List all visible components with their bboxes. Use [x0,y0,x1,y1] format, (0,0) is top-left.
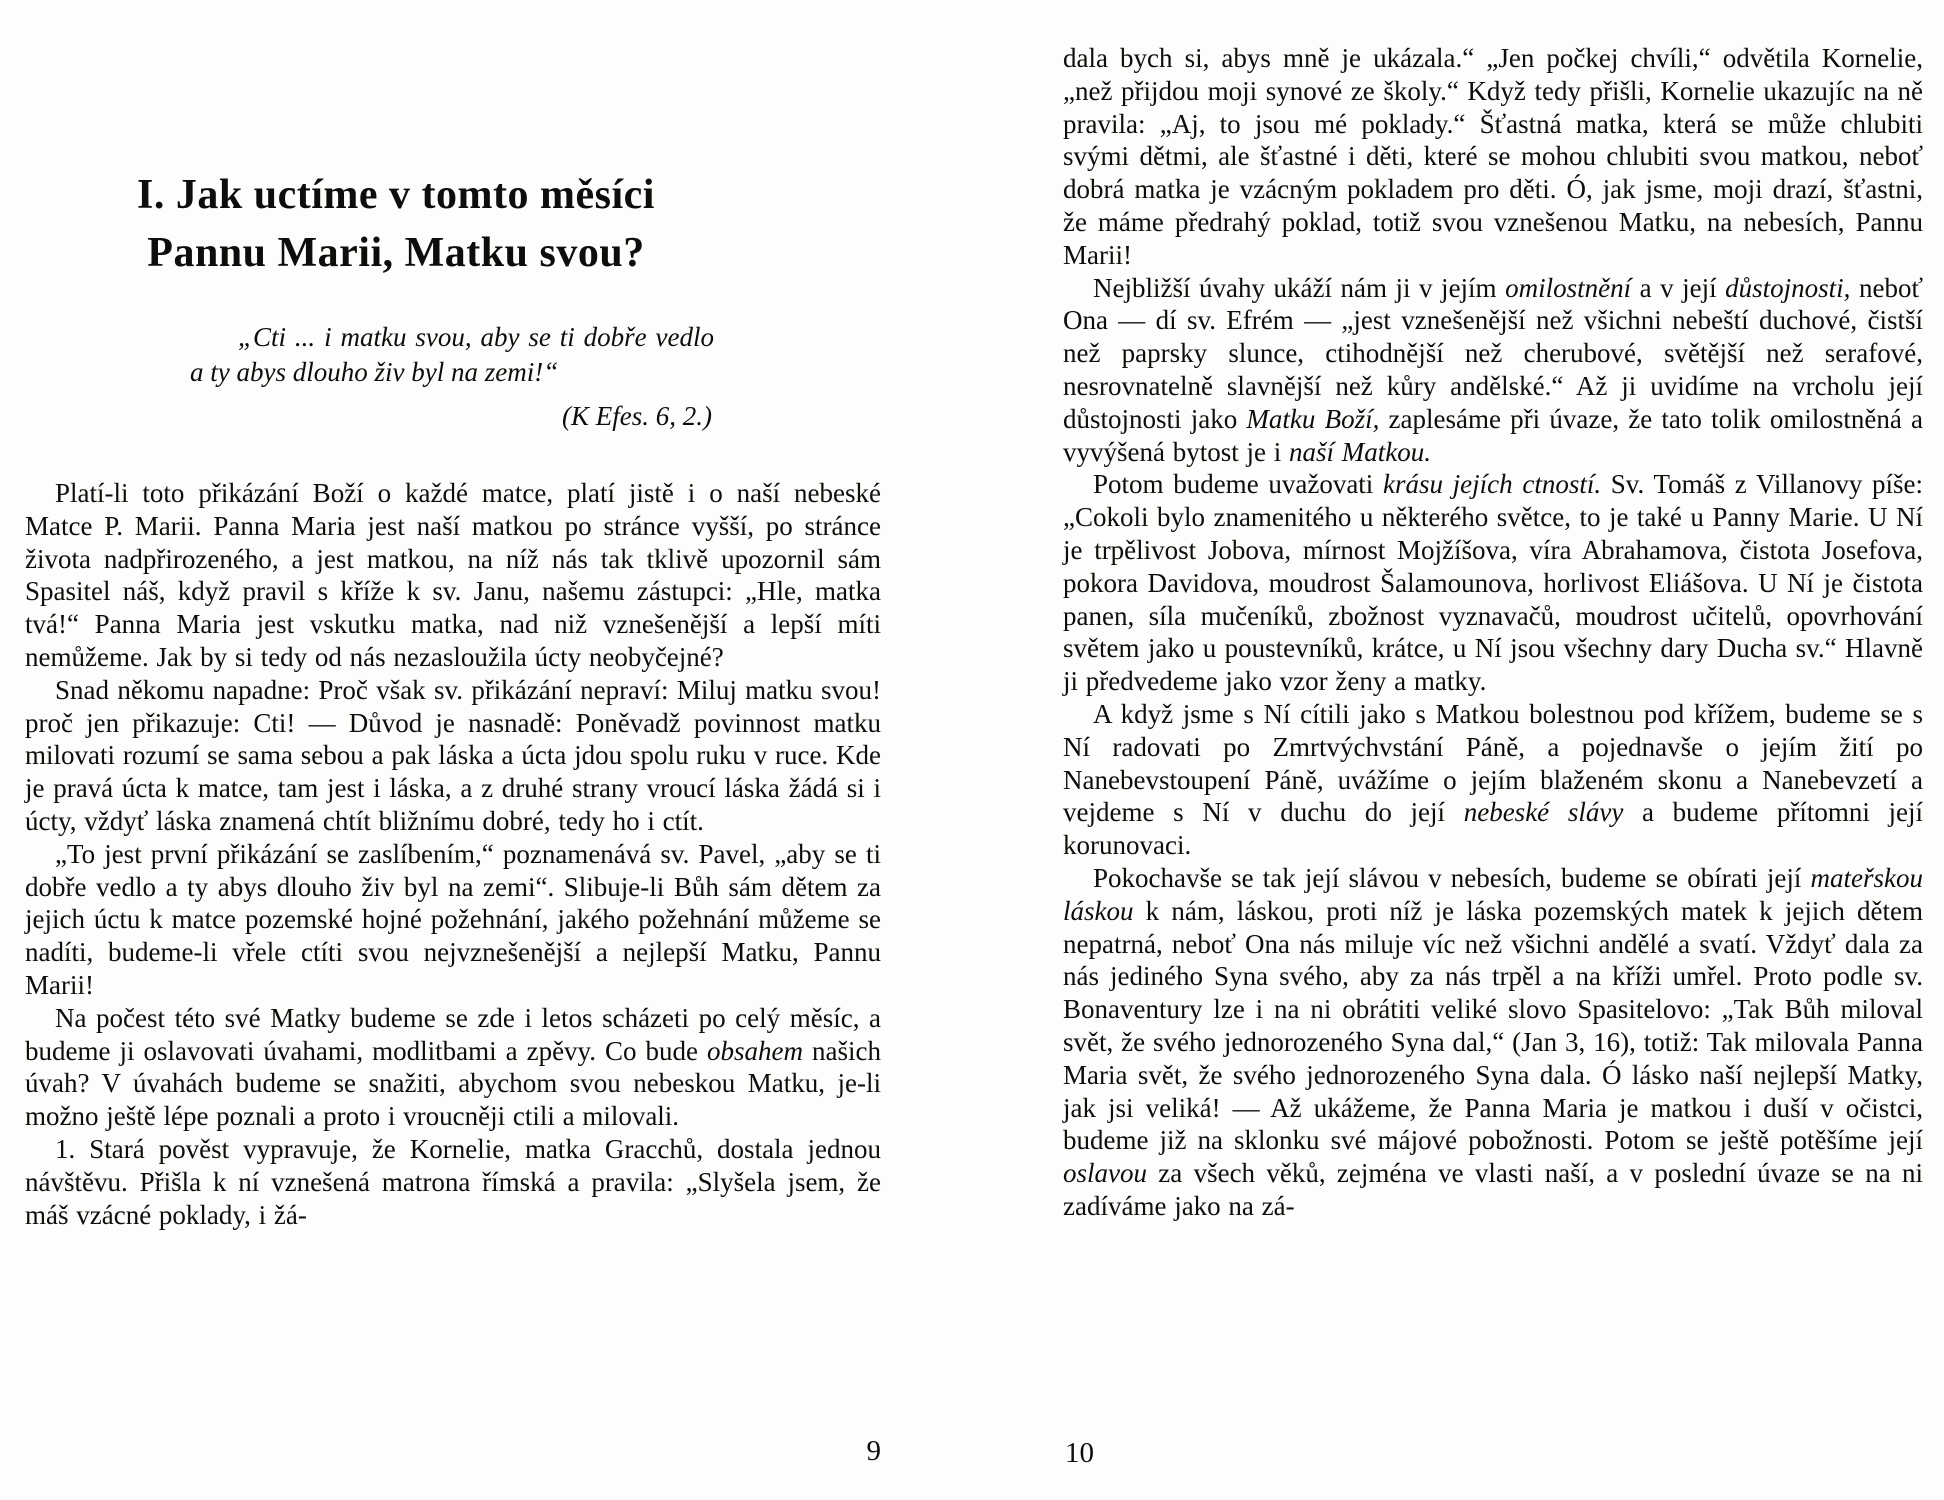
left-page-body [25,477,881,1231]
paragraph: Pokochavše se tak její slávou v nebesích, budeme se obírati její mateřskou láskou k nám, láskou, proti níž je láska pozemských matek k jejich dětem nepatrná, neboť Ona nás miluje víc než všichni andělé a svatí. Vždyť dala za nás jediného Syna svého, aby za nás trpěl a na kříži umřel. Proto podle sv. Bonaventury lze i na ni obrátiti veliké slovo Spasitelovo: „Tak Bůh miloval svět, že svého jednorozeného Syna dal,“ (Jan 3, 16), totiž: Tak milovala Panna Maria svět, že svého jednorozeného Syna dala. Ó lásko naší nejlepší Matky, jak jsi veliká! — Až ukážeme, že Panna Maria je matkou i duší v očistci, budeme již na sklonku své májové pobožnosti. Potom se ještě potěšíme její oslavou za všech věků, zejména ve vlasti naší, a v poslední úvaze se na ni zadíváme jako na zá- [1063,862,1923,1221]
chapter-heading-line2: Pannu Marii, Matku svou? [147,230,645,277]
paragraph: Na počest této své Matky budeme se zde i letos scházeti po celý měsíc, a budeme ji oslavovati úvahami, modlitbami a zpěvy. Co bude obsahem našich úvah? V úvahách budeme se snažiti, abychom svou nebeskou Matku, je-li možno ještě lépe poznali a proto i vroucněji ctili a milovali. [25,1002,881,1132]
chapter-heading [25,166,767,282]
page-number-left: 9 [866,1435,881,1467]
paragraph: 1. Stará pověst vypravuje, že Kornelie, matka Gracchů, dostala jednou návštěvu. Přišla k ní vznešená matrona římská a pravila: „Slyšela jsem, že máš vzácné poklady, i žá- [25,1133,881,1230]
paragraph: Nejbližší úvahy ukáží nám ji v jejím omilostnění a v její důstojnosti, neboť Ona — dí sv. Efrém — „jest vznešenější než všichni nebeští duchové, čistší než paprsky slunce, ctihodnější než cherubové, světější než serafové, nesrovnatelně slavnější než kůry andělské.“ Až ji uvidíme na vrcholu její důstojnosti jako Matku Boží, zaplesáme při úvaze, že tato tolik omilostněná a vyvýšená bytost je i naší Matkou. [1063,272,1923,467]
epigraph [190,320,714,434]
page-number-right: 10 [1065,1437,1094,1469]
chapter-heading-line1: I. Jak uctíme v tomto měsíci [137,172,655,219]
paragraph: dala bych si, abys mně je ukázala.“ „Jen počkej chvíli,“ odvětila Kornelie, „než přijdou moji synové ze školy.“ Když tedy přišli, Kornelie ukazujíc na ně pravila: „Aj, to jsou mé poklady.“ Šťastná matka, která se může chlubiti svými dětmi, ale šťastné i děti, které se mohou chlubiti svou matkou, neboť dobrá matka je vzácným pokladem pro děti. Ó, jak jsme, moji drazí, šťastni, že máme předrahý poklad, totiž svou vznešenou Matku, na nebesích, Pannu Marii! [1063,43,1923,270]
page-right [1063,0,1923,1500]
paragraph: Platí-li toto přikázání Boží o každé matce, platí jistě i o naší nebeské Matce P. Marii. Panna Maria jest naší matkou po stránce vyšší, po stránce života nadpřirozeného, a jest matkou, na níž nás tak tklivě upozornil sám Spasitel náš, když pravil s kříže k sv. Janu, našemu zástupci: „Hle, matka tvá!“ Panna Maria jest vskutku matka, nad niž vznešenější a lepší míti nemůžeme. Jak by si tedy od nás nezasloužila úcty neobyčejné? [25,478,881,672]
page-left [25,0,881,1500]
paragraph: „To jest první přikázání se zaslíbením,“ poznamenává sv. Pavel, „aby se ti dobře vedlo a ty abys dlouho živ byl na zemi“. Slibuje-li Bůh sám dětem za jejich úctu k matce pozemské hojné požehnání, jakého požehnání můžeme se nadíti, budeme-li vřele ctíti svou nejvznešenější a nejlepší Matku, Pannu Marii! [25,838,881,1000]
right-page-body [1063,42,1923,1223]
epigraph-citation: (K Efes. 6, 2.) [562,401,712,431]
epigraph-quote: „Cti ... i matku svou, aby se ti dobře vedlo a ty abys dlouho živ byl na zemi!“ [190,322,714,387]
paragraph: Potom budeme uvažovati krásu jejích ctností. Sv. Tomáš z Villanovy píše: „Cokoli bylo znamenitého u některého světce, to je také u Panny Marie. U Ní je trpělivost Jobova, mírnost Mojžíšova, víra Abrahamova, čistota Josefova, pokora Davidova, moudrost Šalamounova, horlivost Eliášova. U Ní je čistota panen, síla mučeníků, zbožnost vyznavačů, moudrost učitelů, opovrhování světem jako u poustevníků, krátce, u Ní jsou všechny dary Ducha sv.“ Hlavně ji předvedeme jako vzor ženy a matky. [1063,469,1923,697]
paragraph: Snad někomu napadne: Proč však sv. přikázání nepraví: Miluj matku svou! proč jen přikazuje: Cti! — Důvod je nasnadě: Poněvadž povinnost matku milovati rozumí se sama sebou a pak láska a úcta jdou spolu ruku v ruce. Kde je pravá úcta k matce, tam jest i láska, a z druhé strany vroucí láska žádá si i úcty, vždyť láska znamená chtít bližnímu dobré, tedy ho i ctít. [25,674,881,836]
paragraph: A když jsme s Ní cítili jako s Matkou bolestnou pod křížem, budeme se s Ní radovati po Zmrtvýchvstání Páně, a pojednavše o jejím žití po Nanebevstoupení Páně, uvážíme o jejím blaženém skonu a Nanebevzetí a vejdeme s Ní v duchu do její nebeské slávy a budeme přítomni její korunovaci. [1063,698,1923,861]
